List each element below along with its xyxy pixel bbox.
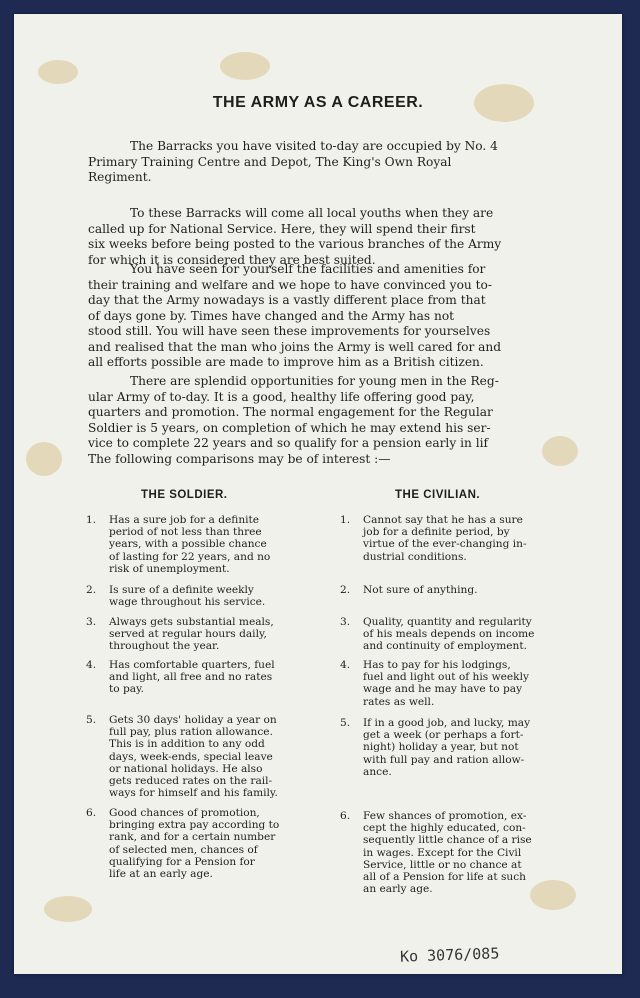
page-title: THE ARMY AS A CAREER. — [212, 94, 424, 111]
paper-stain — [44, 896, 92, 922]
paragraph-1: The Barracks you have visited to-day are occupied by No. 4 Primary Training Centre and Depot, The King's Own Royal Regiment. — [88, 139, 498, 184]
paragraph-2: To these Barracks will come all local youths when they are called up for National Service. Here, they will spend their first six weeks before being posted to the various branches of the Army for which it is considered they are best suited. — [88, 206, 502, 267]
civilian-column-heading: THE CIVILIAN. — [395, 489, 481, 501]
catalog-number: Ko 3076/085 — [399, 944, 500, 966]
paper-stain — [26, 442, 62, 476]
paragraph-4: There are splendid opportunities for young men in the Reg- ular Army of to-day. It is a good, healthy life offering good pay, quarters and promotion. The normal engagement for the Regular Soldier is 5 years, on completion of which he may extend his ser- vice to complete 22 years and so qualify for a pension early in lif The following comparisons may be of interest :— — [88, 374, 499, 466]
paragraph-3: You have seen for yourself the facilities and amenities for their training and welfare and we hope to have convinced you to- day that the Army nowadays is a vastly different place from that of days gone by. Times have changed and the Army has not stood still. You will have seen these improvements for yourselves and realised that the man who joins the Army is well cared for and all efforts possible are made to improve him as a British citizen. — [88, 262, 502, 369]
document-page: THE ARMY AS A CAREER. The Barracks you have visited to-day are occupied by No. 4 Primary Training Centre and Depot, The King's Own Royal Regiment. To these Barracks will come all local youths when they are called up for National Service. Here, they will spend their first six weeks before being posted to the various branches of the Army for which it is considered they are best suited. You have seen for yourself the facilities and amenities for their training and welfare and we hope to have convinced you to- day that the Army nowadays is a vastly different place from that of days gone by. Times have changed and the Army has not stood still. You will have seen these improvements for yourselves and realised that the man who joins the Army is well cared for and all efforts possible are made to improve him as a British citizen. There are splendid opportunities for young men in the Reg- ular Army of to-day. It is a good, healthy life offering good pay, quarters and promotion. The normal engagement for the Regular Soldier is 5 years, on completion of which he may extend his ser- vice to complete 22 years and so qualify for a pension early in lif The following comparisons may be of interest :— THE SOLDIER. THE CIVILIAN. 1. Has a sure job for a definite period of not less than three years, with a possible chance of lasting for 22 years, and no risk of unemployment. 2. Is sure of a definite weekly wage throughout his service. 3. Always gets substantial meals, served at regular hours daily, throughout the year. 4. Has comfortable quarters, fuel and light, all free and no rates to pay. 5. Gets 30 days' holiday a year on full pay, plus ration allowance. This is in addition to any odd days, week-ends, special leave or national holidays. He also gets reduced rates on the rail- ways for himself and his family. 6. Good chances of promotion, bringing extra pay according to rank, and for a certain number of selected men, chances of qualifying for a Pension for life at an early age. 1. Cannot say that he has a sure job for a definite period, by virtue of the ever-changing in- dustrial conditions. 2. Not sure of anything. 3. Quality, quantity and regularity of his meals depends on income and continuity of employment. 4. Has to pay for his lodgings, fuel and light out of his weekly wage and he may have to pay rates as well. 5. If in a good job, and lucky, may get a week (or perhaps a fort- night) holiday a year, but not with full pay and ration allow- ance. 6. Few shances of promotion, ex- cept the highly educated, con- sequently little chance of a rise in wages. Except for the Civil Service, little or no chance at all of a Pension for life at such an early age. Ko 3076/085 — [14, 14, 622, 974]
paper-stain — [220, 52, 270, 80]
paper-stain — [530, 880, 576, 910]
soldier-column-heading: THE SOLDIER. — [141, 489, 228, 501]
paper-stain — [38, 60, 78, 84]
